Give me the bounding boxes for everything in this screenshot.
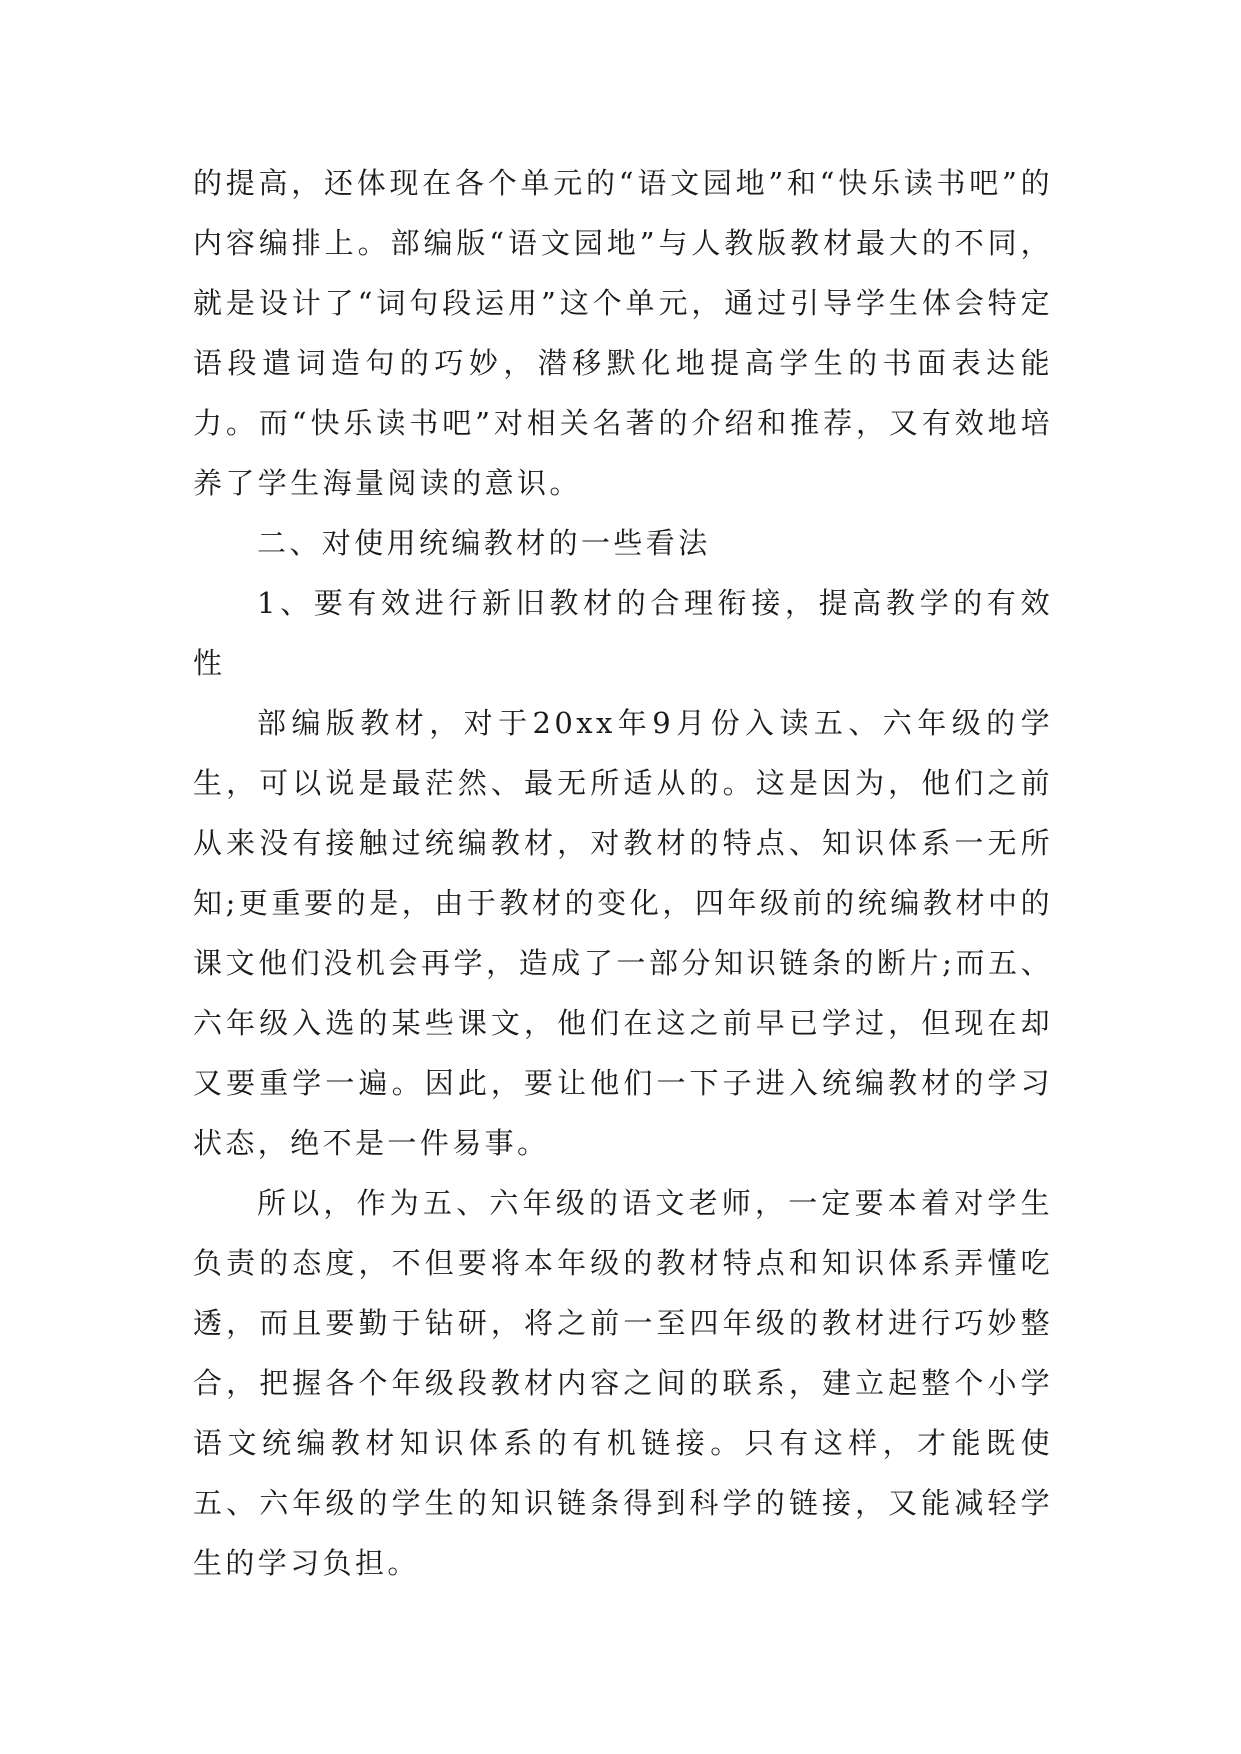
paragraph-body: 所以，作为五、六年级的语文老师，一定要本着对学生负责的态度，不但要将本年级的教材特点和知识体系弄懂吃透，而且要勤于钻研，将之前一至四年级的教材进行巧妙整合，把握各个年级段教材内容之间的联系，建立起整个小学语文统编教材知识体系的有机链接。只有这样，才能既使五、六年级的学生的知识链条得到科学的链接，又能减轻学生的学习负担。 (193, 1186, 1053, 1580)
subsection-heading: 1、要有效进行新旧教材的合理衔接，提高教学的有效性 (193, 586, 1053, 680)
section-heading: 二、对使用统编教材的一些看法 (257, 526, 711, 560)
document-body (193, 153, 1053, 1593)
paragraph-continuation: 的提高，还体现在各个单元的“语文园地”和“快乐读书吧”的内容编排上。部编版“语文园地”与人教版教材最大的不同，就是设计了“词句段运用”这个单元，通过引导学生体会特定语段遣词造句的巧妙，潜移默化地提高学生的书面表达能力。而“快乐读书吧”对相关名著的介绍和推荐，又有效地培养了学生海量阅读的意识。 (193, 166, 1053, 500)
paragraph-body: 部编版教材，对于20xx年9月份入读五、六年级的学生，可以说是最茫然、最无所适从的。这是因为，他们之前从来没有接触过统编教材，对教材的特点、知识体系一无所知;更重要的是，由于教材的变化，四年级前的统编教材中的课文他们没机会再学，造成了一部分知识链条的断片;而五、六年级入选的某些课文，他们在这之前早已学过，但现在却又要重学一遍。因此，要让他们一下子进入统编教材的学习状态，绝不是一件易事。 (193, 706, 1053, 1160)
